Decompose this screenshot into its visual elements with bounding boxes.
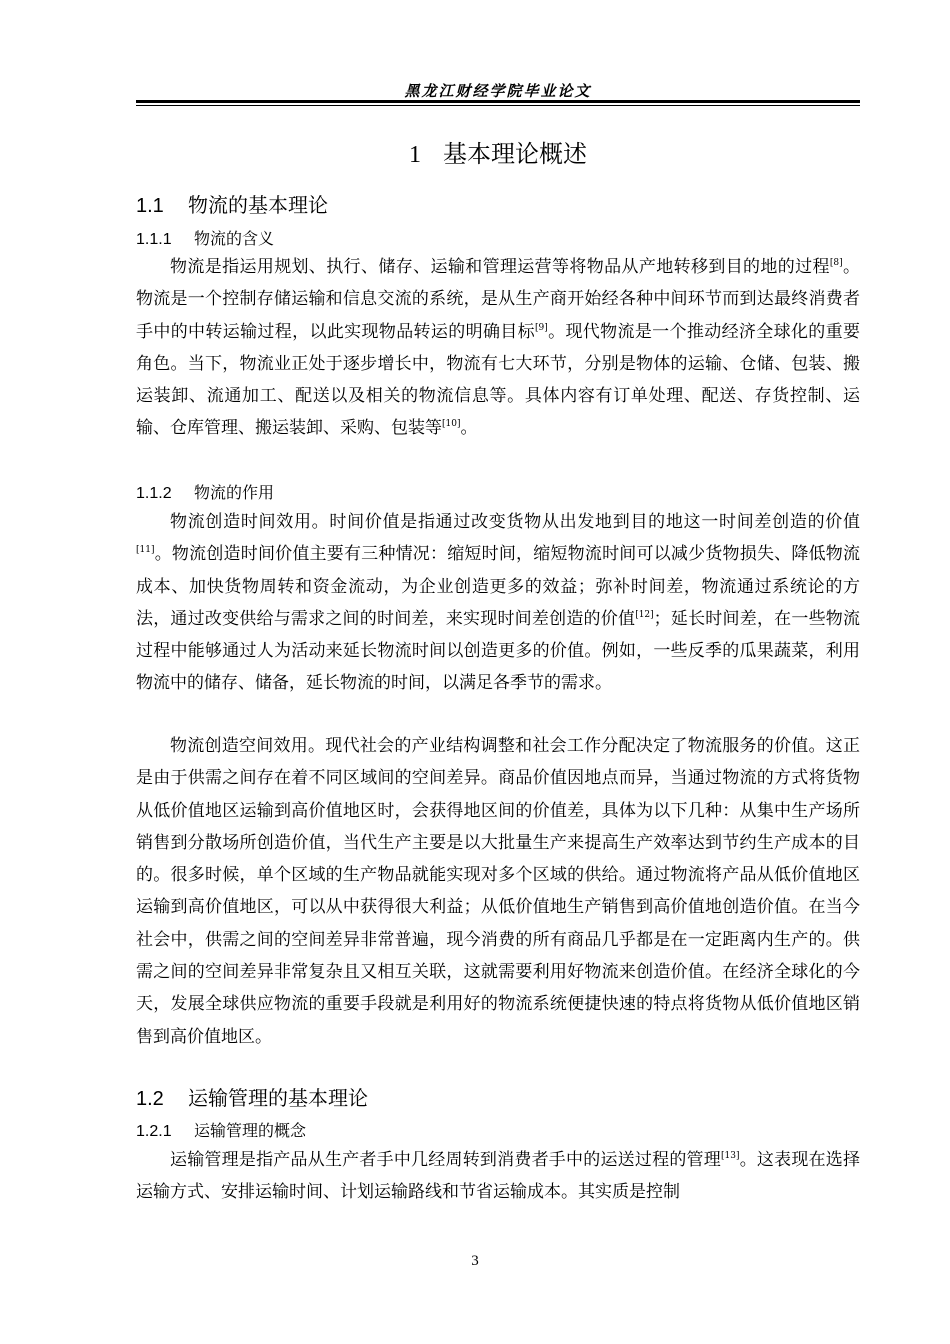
paragraph-text: 。这表现在选择运输方式、安排运输时间、计划运输路线和节省运输成本。其实质是控制 (136, 1150, 861, 1203)
section-title: 物流的基本理论 (188, 193, 328, 217)
section-heading-1-1 (136, 189, 328, 218)
page-number: 3 (471, 1253, 479, 1269)
citation-ref: [10] (442, 419, 461, 430)
paragraph-transport-management (136, 1144, 860, 1209)
header-rule-thick (136, 100, 860, 103)
subsection-heading-1-1-2 (136, 480, 274, 503)
chapter-title-text: 基本理论概述 (443, 140, 587, 168)
subsection-number: 1.2.1 (136, 1123, 172, 1140)
citation-ref: [13] (721, 1151, 740, 1161)
section-number: 1.1 (136, 195, 164, 217)
paragraph-text: 物流创造空间效用。现代社会的产业结构调整和社会工作分配决定了物流服务的价值。这正是由于供需之间存在着不同区域间的空间差异。商品价值因地点而异，当通过物流的方式将货物从低价值地区运输到高价值地区时，会获得地区间的价值差，具体为以下几种：从集中生产场所销售到分散场所创造价值，当代生产主要是以大批量生产来提高生产效率达到节约生产成本的目的。很多时候，单个区域的生产物品就能实现对多个区域的供给。通过物流将产品从低价值地区运输到高价值地区，可以从中获得很大利益；从低价值地生产销售到高价值地创造价值。在当今社会中，供需之间的空间差异非常普遍，现今消费的所有商品几乎都是在一定距离内生产的。供需之间的空间差异非常复杂且又相互关联，这就需要利用好物流来创造价值。在经济全球化的今天，发展全球供应物流的重要手段就是利用好的物流系统便捷快速的特点将货物从低价值地区销售到高价值地区。 (136, 736, 860, 1047)
paragraph-text: 物流创造时间效用。时间价值是指通过改变货物从出发地到目的地这一时间差创造的价值 (170, 512, 860, 532)
subsection-heading-1-1-1 (136, 226, 274, 249)
paragraph-text: 物流是指运用规划、执行、储存、运输和管理运营等将物品从产地转移到目的地的过程 (170, 257, 830, 277)
paragraph-text: 。 (460, 418, 478, 439)
citation-ref: [9] (535, 322, 548, 333)
section-heading-1-2 (136, 1082, 368, 1111)
paragraph-text: ；延长时间差，在一些物流过程中能够通过人为活动来延长物流时间以创造更多的价值。例如，一些反季的瓜果蔬菜，利用物流中的储存、储备，延长物流的时间，以满足各季节的需求。 (136, 608, 861, 694)
citation-ref: [12] (635, 609, 654, 620)
citation-ref: [11] (136, 545, 155, 556)
header-rule-thin (136, 105, 860, 106)
citation-ref: [8] (829, 258, 843, 268)
chapter-title (136, 134, 860, 169)
chapter-number: 1 (409, 142, 421, 168)
subsection-title: 物流的作用 (194, 483, 275, 502)
section-title: 运输管理的基本理论 (188, 1086, 368, 1110)
page-header: 黑龙江财经学院毕业论文 (404, 82, 592, 100)
subsection-title: 运输管理的概念 (194, 1121, 307, 1140)
subsection-heading-1-2-1 (136, 1118, 306, 1141)
paragraph-time-utility (136, 506, 860, 700)
paragraph-text: 。现代物流是一个推动经济全球化的重要角色。当下，物流业正处于逐步增长中，物流有七大环节，分别是物体的运输、仓储、包装、搬运装卸、流通加工、配送以及相关的物流信息等。具体内容有订单处理、配送、存货控制、运输、仓库管理、搬运装卸、采购、包装等 (136, 321, 861, 439)
paragraph-text: 。物流创造时间价值主要有三种情况：缩短时间，缩短物流时间可以减少货物损失、降低物流成本、加快货物周转和资金流动，为企业创造更多的效益；弥补时间差，物流通过系统论的方法，通过改变供给与需求之间的时间差，来实现时间差创造的价值 (136, 544, 860, 629)
section-number: 1.2 (136, 1088, 164, 1110)
paragraph-text: 运输管理是指产品从生产者手中几经周转到消费者手中的运送过程的管理 (170, 1150, 721, 1170)
subsection-title: 物流的含义 (194, 229, 275, 248)
paragraph-text: 。物流是一个控制存储运输和信息交流的系统，是从生产商开始经各种中间环节而到达最终消费者手中的中转运输过程，以此实现物品转运的明确目标 (136, 257, 861, 342)
subsection-number: 1.1.1 (136, 231, 172, 248)
subsection-number: 1.1.2 (136, 485, 172, 502)
paragraph-logistics-definition (136, 251, 860, 445)
paragraph-space-utility (136, 730, 860, 1053)
